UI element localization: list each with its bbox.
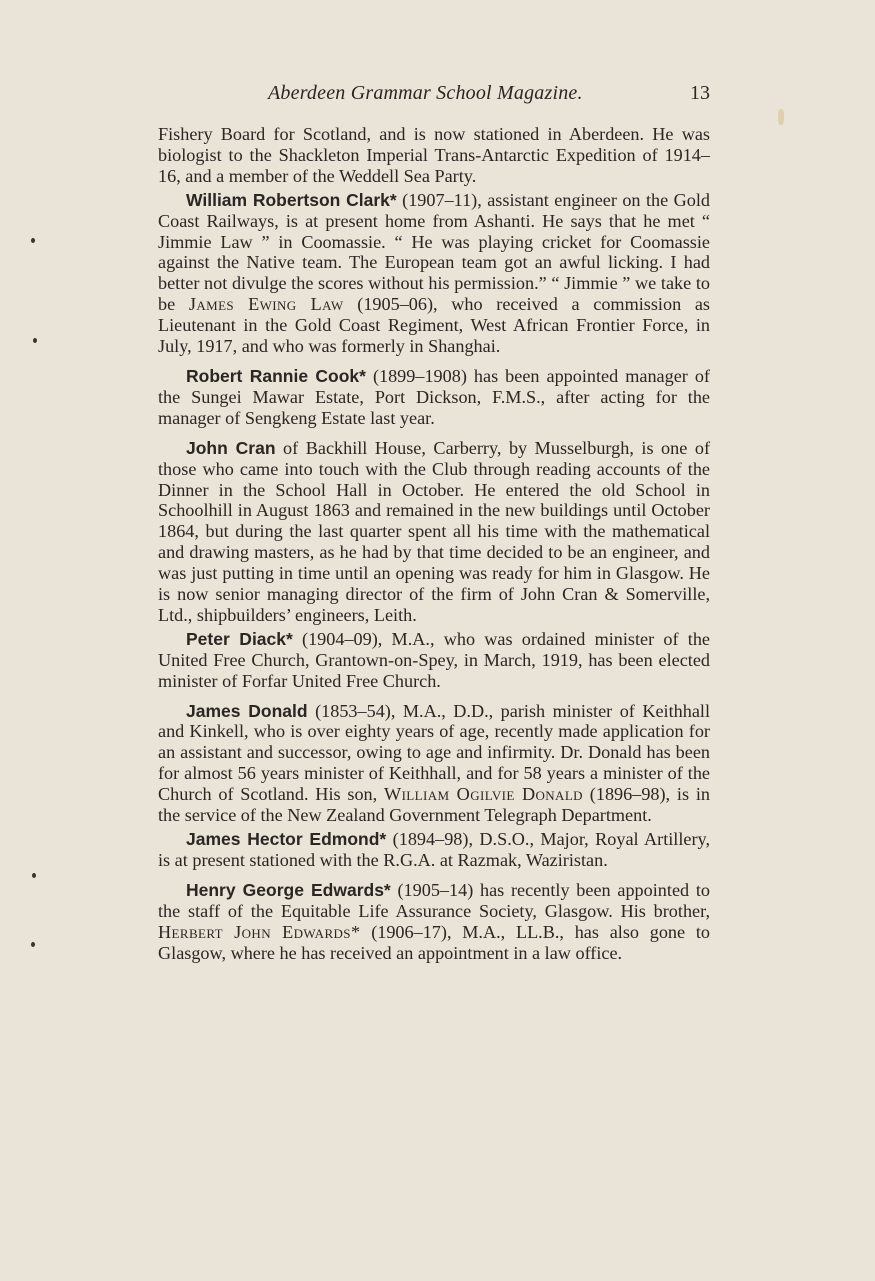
entry-diack bbox=[158, 629, 710, 692]
margin-mark bbox=[31, 942, 35, 947]
running-title: Aberdeen Grammar School Magazine. bbox=[268, 82, 583, 104]
person-name: James Donald bbox=[186, 700, 308, 721]
person-name-smallcaps: James Ewing Law bbox=[188, 294, 344, 315]
person-name: James Hector Edmond* bbox=[186, 829, 387, 849]
margin-mark bbox=[31, 238, 35, 243]
text-segment: (1905–14) has recently been appointed to the staff of the Equitable Life Assurance Society, Glasgow. His brother, bbox=[158, 879, 710, 921]
text-segment: (1894–98), D.S.O., Major, Royal Artillery, is at present stationed with the R.G.A. at Razmak, Waziristan. bbox=[158, 829, 710, 870]
page-number: 13 bbox=[690, 82, 710, 104]
text-segment: of Backhill House, Carberry, by Musselburgh, is one of those who came into touch with the Club through reading accounts of the Dinner in the School Hall in October. He entered the old School in Schoolhill in August 1863 and remained in the new buildings until October 1864, but during the last quarter spent all his time with the mathematical and drawing masters, as he had by that time decided to be an engineer, and was just putting in time until an opening was ready for him in Glasgow. He is now senior managing director of the firm of John Cran & Somerville, Ltd., shipbuilders’ engineers, Leith. bbox=[158, 437, 710, 625]
running-header bbox=[158, 78, 710, 112]
text-segment: (1905–06), who received a commission as Lieutenant in the Gold Coast Regiment, West African Frontier Force, in July, 1917, and who was formerly in Shanghai. bbox=[158, 294, 710, 357]
entry-edwards bbox=[158, 880, 710, 964]
person-name-smallcaps: Herbert John Edwards* bbox=[158, 921, 361, 942]
person-name: Henry George Edwards* bbox=[186, 879, 391, 900]
article-body bbox=[158, 124, 710, 963]
entry-edmond bbox=[158, 829, 710, 871]
text-segment: (1906–17), M.A., LL.B., has also gone to Glasgow, where he has received an appointment in a law office. bbox=[158, 921, 710, 963]
margin-mark bbox=[32, 873, 36, 878]
person-name: Peter Diack* bbox=[186, 628, 293, 649]
entry-donald bbox=[158, 701, 710, 826]
text-segment: (1904–09), M.A., who was ordained minister of the United Free Church, Grantown-on-Spey, in March, 1919, has been elected minister of Forfar United Free Church. bbox=[158, 628, 710, 691]
text-segment: Fishery Board for Scotland, and is now stationed in Aberdeen. He was biologist to the Shackleton Imperial Trans-Antarctic Expedition of 1914–16, and a member of the Weddell Sea Party. bbox=[158, 124, 710, 186]
paper-stain bbox=[778, 109, 784, 125]
paragraph-continuation bbox=[158, 124, 710, 187]
margin-mark bbox=[33, 338, 37, 343]
person-name: William Robertson Clark* bbox=[186, 189, 397, 210]
entry-cran bbox=[158, 438, 710, 626]
person-name: Robert Rannie Cook* bbox=[186, 365, 366, 386]
text-segment: (1853–54), M.A., D.D., parish minister of Keithhall and Kinkell, who is over eighty years of age, recently made application for an assistant and successor, owing to age and infirmity. Dr. Donald has been for almost 56 years minister of Keithhall, and for 58 years a minister of the Church of Scotland. His son, bbox=[158, 700, 710, 805]
person-name-smallcaps: William Ogilvie Donald bbox=[384, 784, 583, 805]
entry-clark bbox=[158, 190, 710, 357]
person-name: John Cran bbox=[186, 437, 276, 458]
text-segment: (1907–11), assistant engineer on the Gold Coast Railways, is at present home from Ashanti. He says that he met “ Jimmie Law ” in Coomassie. “ He was playing cricket for Coomassie against the Native team. The European team got an awful licking. I had better not divulge the scores without his permission.” “ Jimmie ” we take to be bbox=[158, 189, 710, 315]
entry-cook bbox=[158, 366, 710, 429]
text-segment: (1896–98), is in the service of the New Zealand Government Telegraph Department. bbox=[158, 784, 711, 826]
text-segment: (1899–1908) has been appointed manager of the Sungei Mawar Estate, Port Dickson, F.M.S., after acting for the manager of Sengkeng Estate last year. bbox=[158, 365, 710, 428]
